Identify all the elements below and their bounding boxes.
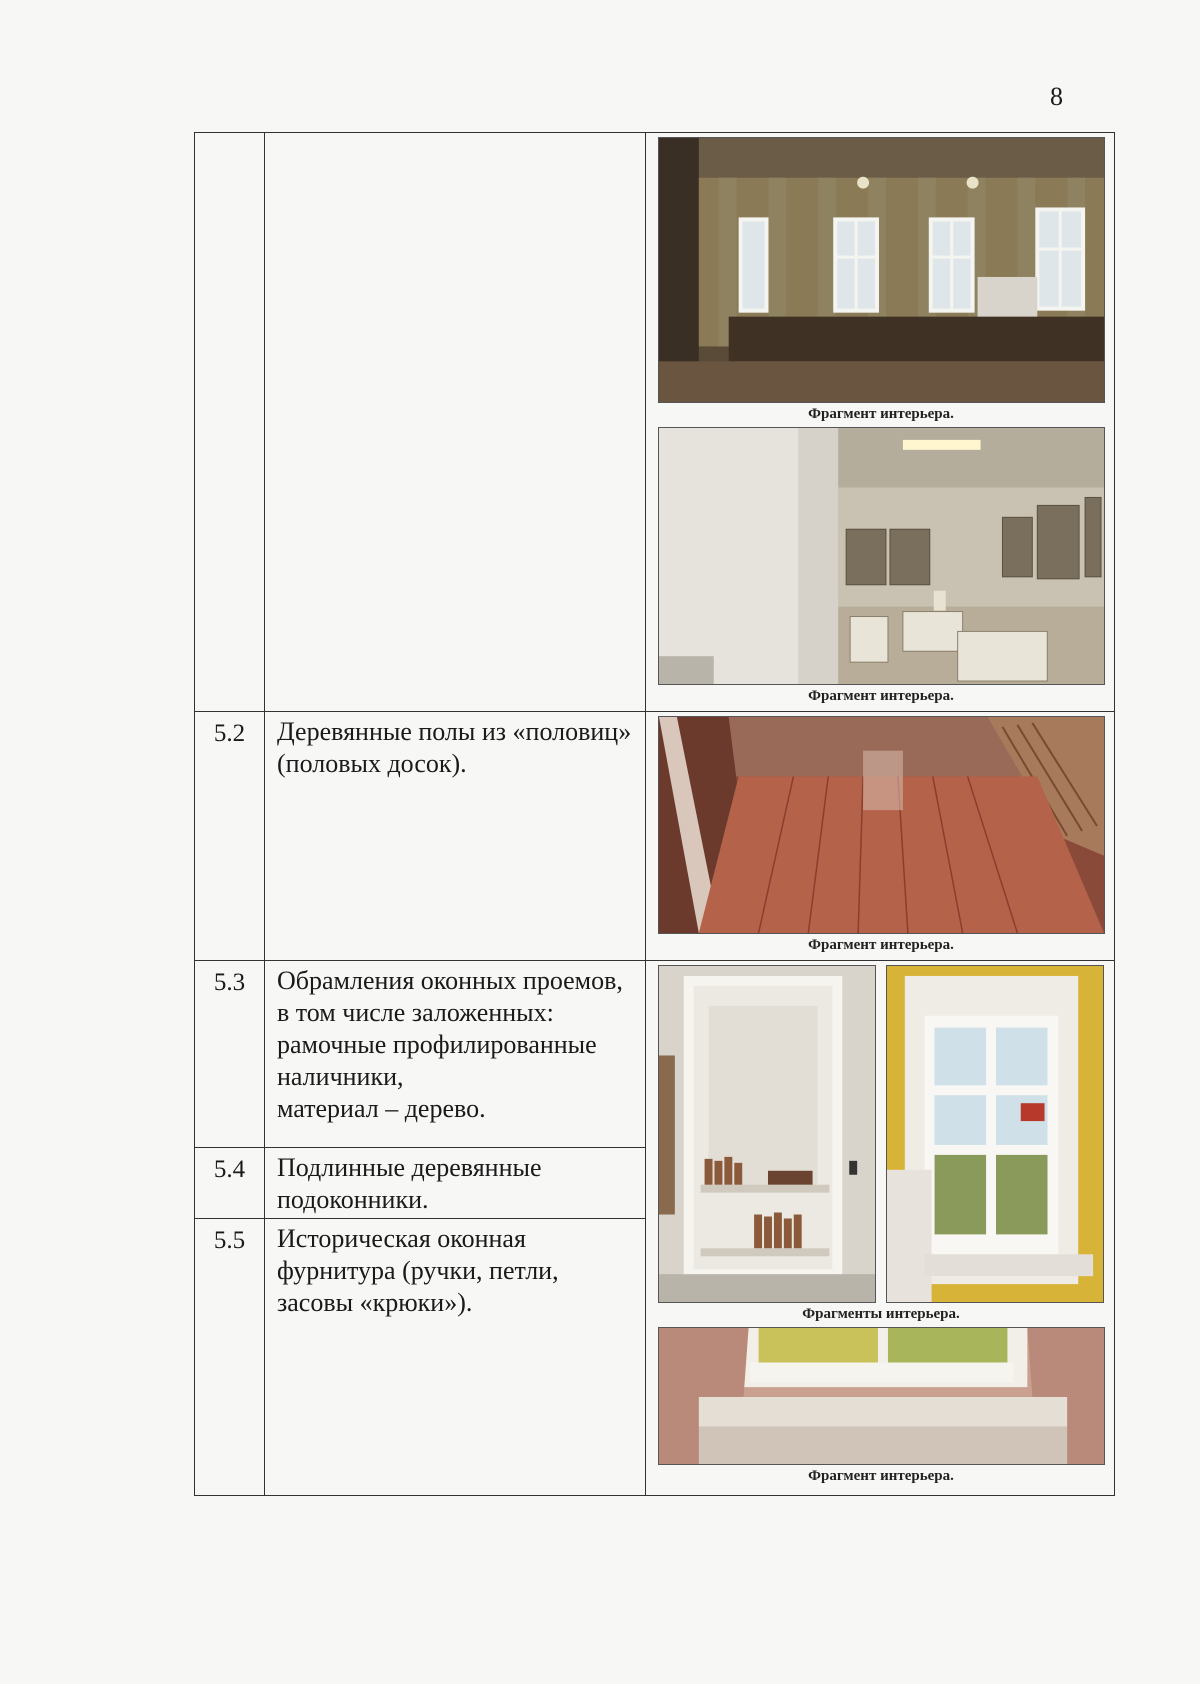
photo-caption: Фрагменты интерьера. [802,1306,960,1322]
photo-cell [646,133,1115,712]
table-row [195,133,1115,712]
window-frame-photo [886,965,1104,1303]
photo-pair [658,965,1104,1303]
row-description: Историческая оконная фурнитура (ручки, петли, засовы «крюки»). [265,1219,646,1496]
table-row [195,961,1115,1148]
classroom-windows-photo [658,137,1105,403]
row-description: Подлинные деревянные подоконники. [265,1148,646,1219]
photo-caption: Фрагмент интерьера. [808,688,954,704]
row-description [265,133,646,712]
row-number: 5.3 [195,961,265,1148]
row-number [195,133,265,712]
windowsill-curtains-photo [658,1327,1105,1465]
photo-caption: Фрагмент интерьера. [808,1468,954,1484]
classroom-exhibits-photo [658,427,1105,685]
photo-cell [646,712,1115,961]
heritage-elements-table [194,132,1115,1496]
photo-caption: Фрагмент интерьера. [808,937,954,953]
row-number: 5.5 [195,1219,265,1496]
row-number: 5.4 [195,1148,265,1219]
bricked-window-bookshelf-photo [658,965,876,1303]
row-number: 5.2 [195,712,265,961]
photo-cell [646,961,1115,1496]
page-number: 8 [1050,82,1063,111]
row-description: Деревянные полы из «половиц» (половых досок). [265,712,646,961]
row-description: Обрамления оконных проемов, в том числе заложенных: рамочные профилированные наличники, материал – дерево. [265,961,646,1148]
table-row [195,712,1115,961]
photo-caption: Фрагмент интерьера. [808,406,954,422]
wooden-floor-photo [658,716,1105,934]
